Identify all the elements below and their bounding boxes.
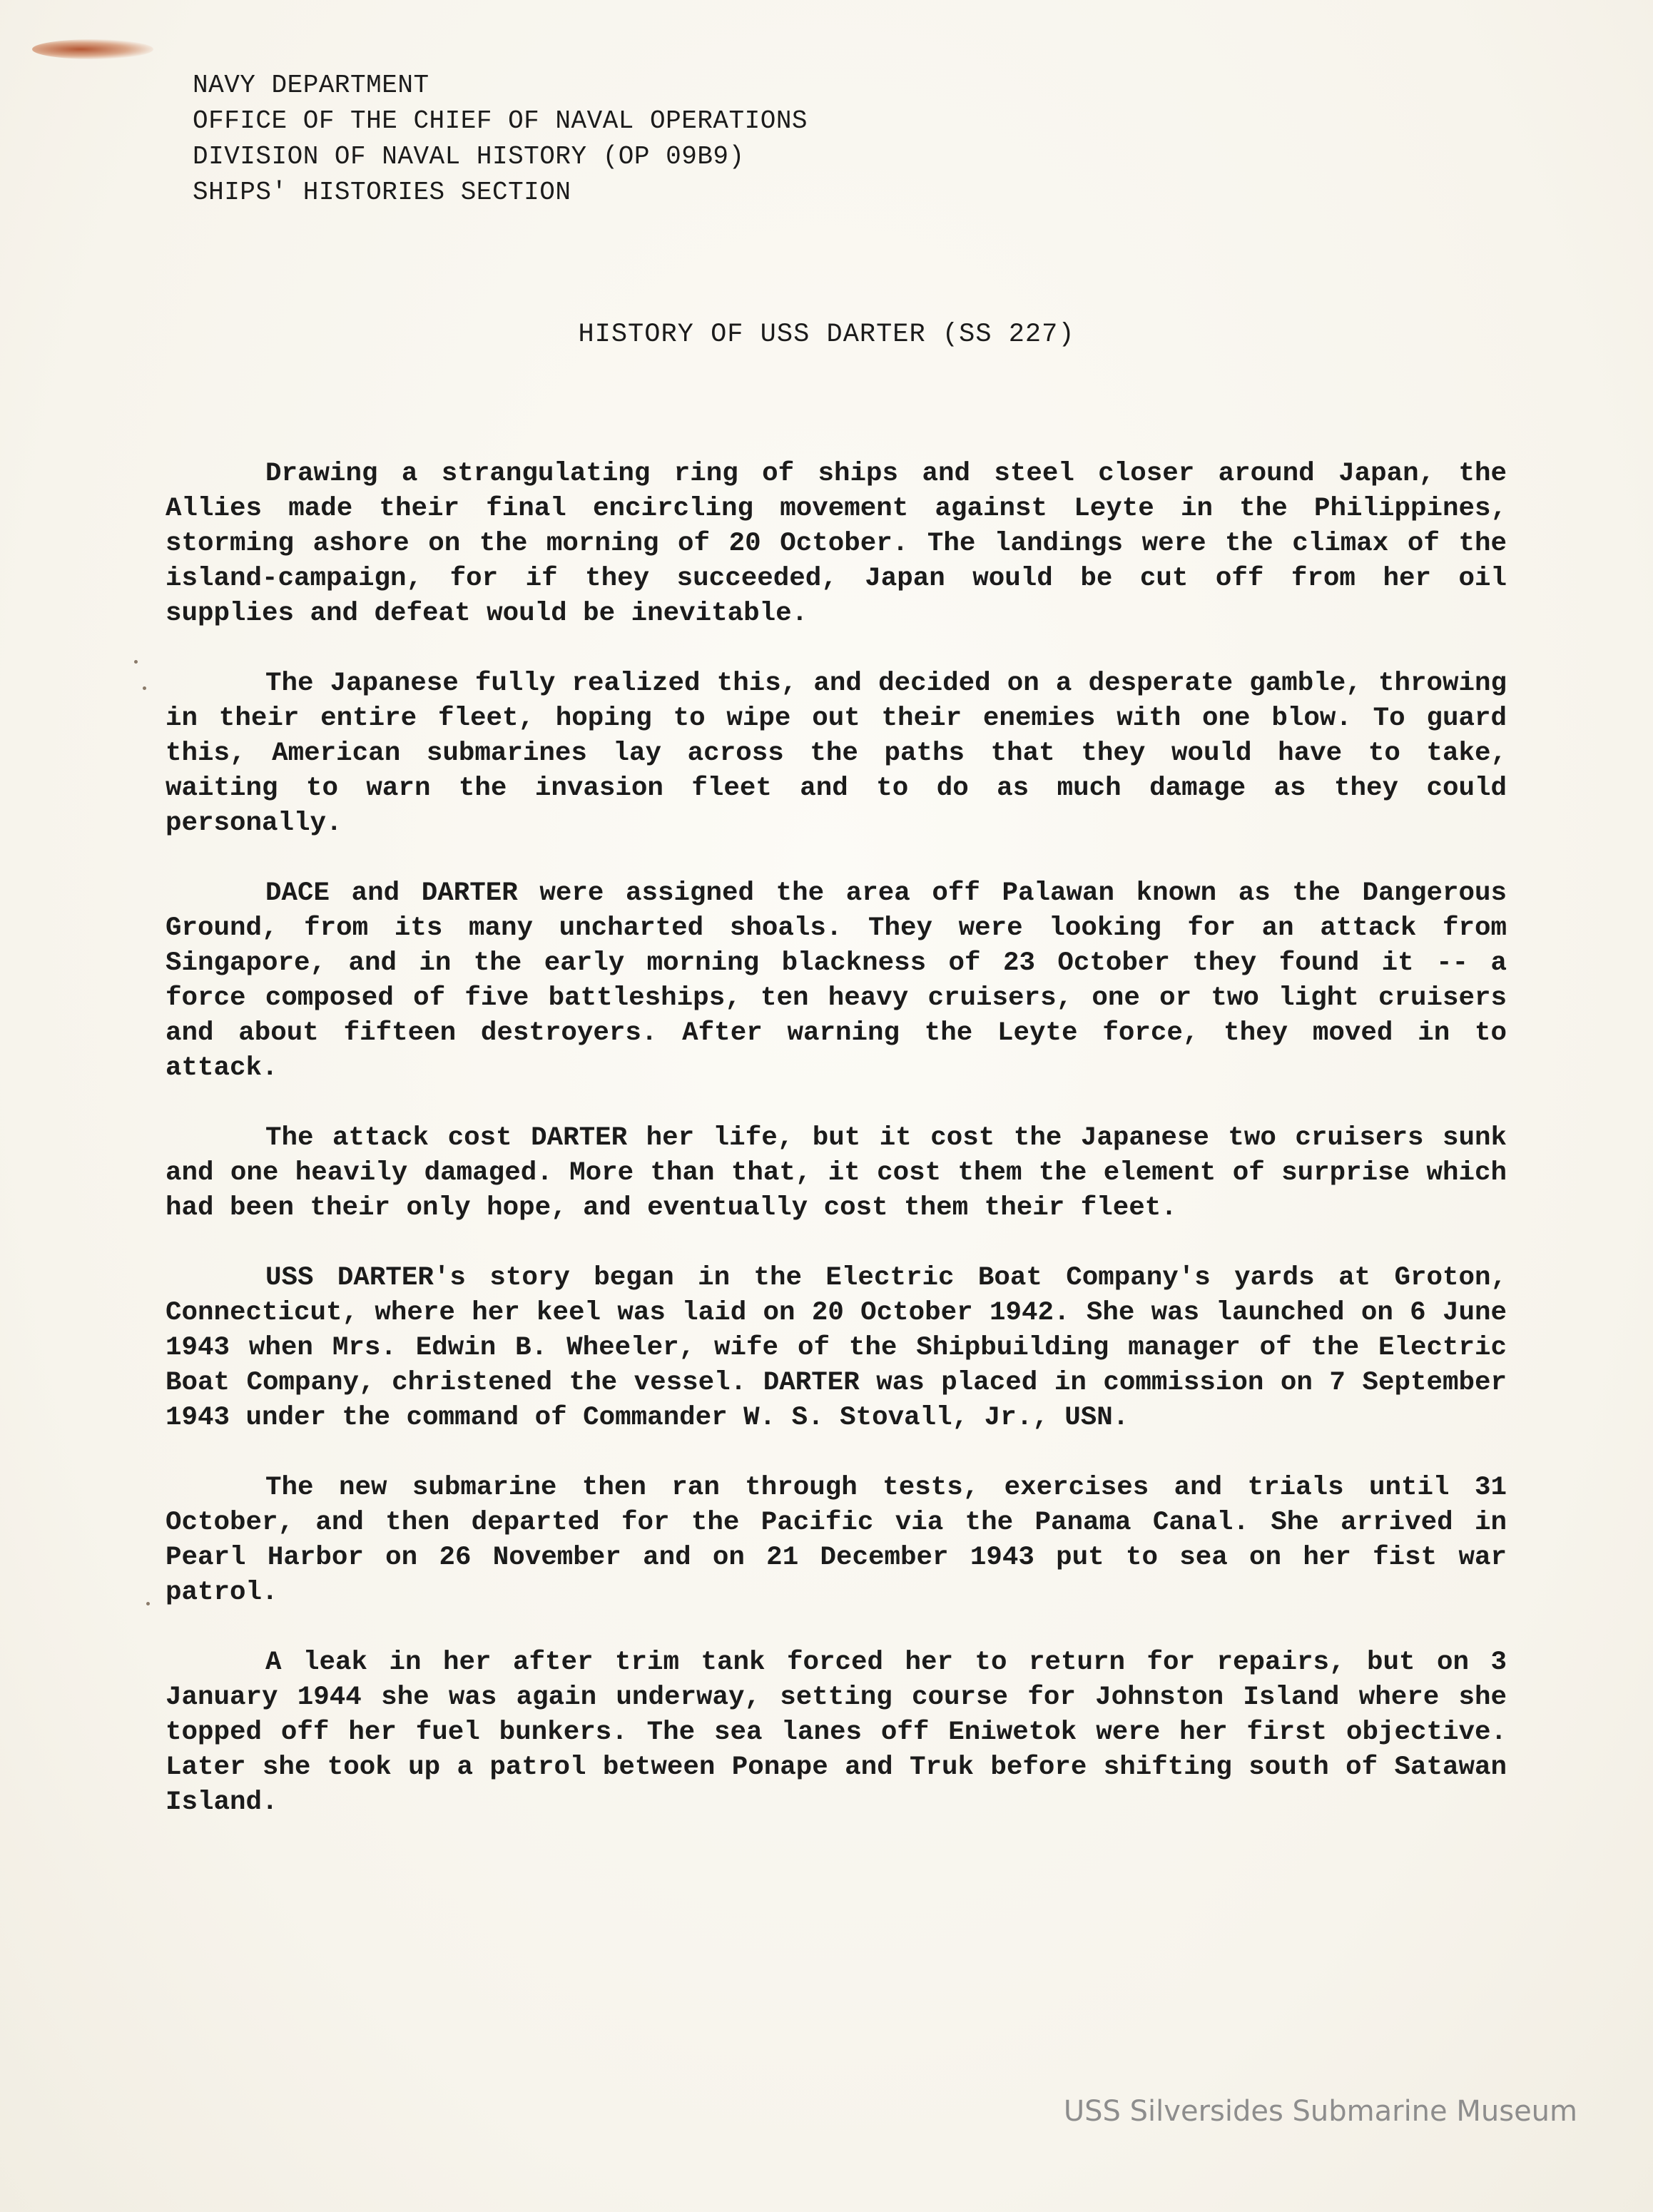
paragraph: Drawing a strangulating ring of ships and steel closer around Japan, the Allies made their final encircling movement against Leyte in the Philippines, storming ashore on the morning of 20 October. The landings were the climax of the island-campaign, for if they succeeded, Japan would be cut off from her oil supplies and defeat would be inevitable.	[166, 459, 1507, 629]
document-body	[166, 457, 1507, 1855]
paper-speck	[134, 660, 138, 664]
paragraph: USS DARTER's story began in the Electric Boat Company's yards at Groton, Connecticut, where her keel was laid on 20 October 1942. She was launched on 6 June 1943 when Mrs. Edwin B. Wheeler, wife of the Shipbuilding manager of the Electric Boat Company, christened the vessel. DARTER was placed in commission on 7 September 1943 under the command of Commander W. S. Stovall, Jr., USN.	[166, 1263, 1507, 1433]
museum-watermark: USS Silversides Submarine Museum	[1063, 2095, 1577, 2128]
paper-speck	[146, 1602, 150, 1605]
paragraph: The attack cost DARTER her life, but it cost the Japanese two cruisers sunk and one heavily damaged. More than that, it cost them the element of surprise which had been their only hope, and eventually cost them their fleet.	[166, 1123, 1507, 1223]
letterhead-line: OFFICE OF THE CHIEF OF NAVAL OPERATIONS	[193, 106, 808, 136]
rust-stain	[32, 39, 153, 59]
paragraph: The new submarine then ran through tests, exercises and trials until 31 October, and then departed for the Pacific via the Panama Canal. She arrived in Pearl Harbor on 26 November and on 21 December 1943 put to sea on her fist war patrol.	[166, 1473, 1507, 1608]
letterhead	[193, 68, 808, 210]
paragraph: A leak in her after trim tank forced her to return for repairs, but on 3 January 1944 she was again underway, setting course for Johnston Island where she topped off her fuel bunkers. The sea lanes off Eniwetok were her first objective. Later she took up a patrol between Ponape and Truk before shifting south of Satawan Island.	[166, 1648, 1507, 1817]
paragraph: DACE and DARTER were assigned the area off Palawan known as the Dangerous Ground, from its many uncharted shoals. They were looking for an attack from Singapore, and in the early morning blackness of 23 October they found it -- a force composed of five battleships, ten heavy cruisers, one or two light cruisers and about fifteen destroyers. After warning the Leyte force, they moved in to attack.	[166, 878, 1507, 1083]
paper-speck	[143, 686, 146, 690]
letterhead-line: SHIPS' HISTORIES SECTION	[193, 178, 571, 207]
letterhead-line: NAVY DEPARTMENT	[193, 71, 429, 100]
paragraph: The Japanese fully realized this, and decided on a desperate gamble, throwing in their entire fleet, hoping to wipe out their enemies with one blow. To guard this, American submarines lay across the paths that they would have to take, waiting to warn the invasion fleet and to do as much damage as they could personally.	[166, 669, 1507, 838]
document-title: HISTORY OF USS DARTER (SS 227)	[578, 320, 1075, 350]
letterhead-line: DIVISION OF NAVAL HISTORY (OP 09B9)	[193, 142, 745, 171]
